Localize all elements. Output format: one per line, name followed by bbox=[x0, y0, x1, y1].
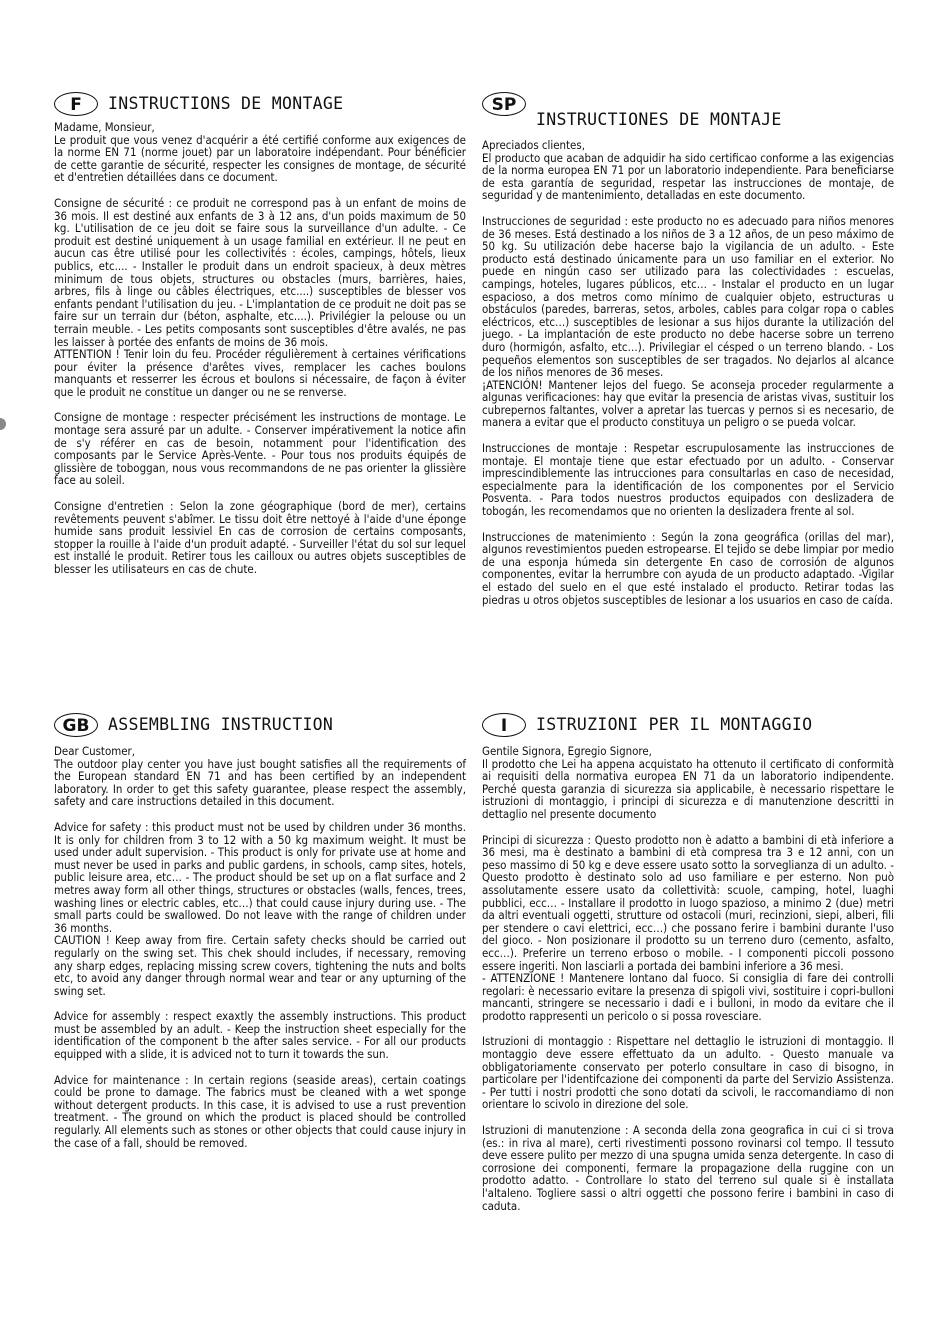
section-title-sp: INSTRUCTIONES DE MONTAJE bbox=[536, 110, 782, 129]
section-header bbox=[54, 713, 466, 753]
section-title-gb: ASSEMBLING INSTRUCTION bbox=[108, 715, 334, 734]
page-edge-mark bbox=[0, 418, 6, 430]
section-title-i: ISTRUZIONI PER IL MONTAGGIO bbox=[536, 715, 813, 734]
section-english bbox=[54, 713, 466, 1162]
intro-paragraph: Gentile Signora, Egregio Signore, Il prodotto che Lei ha appena acquistato ha ottenuto il certificato di conformità ai requisiti della normativa europea EN 71 da un laboratorio indipendente. Perché questa garanzia di sicurezza sia applicabile, è necessario rispettare le istruzioni di montaggio, i principi di sicurezza e di manutenzione descritti in dettaglio nel presente documento bbox=[482, 744, 894, 821]
safety-paragraph: Advice for safety : this product must not be used by children under 36 months. It is only for children from 3 to 12 with a 50 kg maximum weight. It must be used under adult supervision. - This product is only for private use at home and must never be used in parks and public gardens, in schools, camp sites, hotels, public leisure area, etc… - The product should be set up on a flat surface and 2 metres away form all other things, structures or obstacles (walls, fences, trees, washing lines or electric cables, etc…) that could cause injury during use. - The small parts could be swallowed. Do not leave with the range of children under 36 months. CAUTION ! Keep away from fire. Certain safety checks should be carried out regularly on the swing set. This chek should includes, if necessary, removing any sharp edges, replacing missing screw covers, tightening the nuts and bolts etc, to avoid any danger through normal wear and tear or any upturning of the swing set. bbox=[54, 819, 466, 998]
intro-paragraph: Madame, Monsieur, Le produit que vous venez d'acquérir a été certifié conforme aux exigences de la norme EN 71 (norme jouet) par un laboratoire indépendant. Pour bénéficier de cette garantie de sécurité, respecter les consignes de montage, de sécurité et d'entretien détaillées dans ce document. bbox=[54, 120, 466, 185]
language-badge-gb: GB bbox=[54, 713, 98, 737]
section-italian bbox=[482, 713, 894, 1225]
section-title-f: INSTRUCTIONS DE MONTAGE bbox=[108, 94, 344, 113]
language-badge-f: F bbox=[54, 92, 98, 116]
assembly-paragraph: Advice for assembly : respect exaxtly the assembly instructions. This product must be assembled by an adult. - Keep the instruction sheet especially for the identification of the component b the after sales service. - For all our products equipped with a slide, it is adviced not to turn it towards the sun. bbox=[54, 1009, 466, 1062]
maintenance-paragraph: Instrucciones de matenimiento : Según la zona geográfica (orillas del mar), algunos revestimientos pueden estropearse. El tejido se debe limpiar por medio de una esponja húmeda sin detergente En caso de corrosión de algunos componentes, evitar la herrumbre con ayuda de un producto adaptado. -Vigilar el estado del suelo en el que esté instalado el producto. Retirar todas las piedras u otros objetos susceptibles de lesionar a los usuarios en caso de caída. bbox=[482, 529, 894, 607]
safety-paragraph: Consigne de sécurité : ce produit ne correspond pas à un enfant de moins de 36 mois. Il est destiné aux enfants de 3 à 12 ans, d'un poids maximum de 50 kg. L'utilisation de ce jeu doit se faire sous la surveillance d'un adulte. - Ce produit est destiné uniquement à un usage familial en extérieur. Il ne peut en aucun cas être utilisé pour les collectivités : écoles, campings, hôtels, lieux publics, etc.... - Installer le produit dans un endroit spacieux, à deux mètres minimum de tous objets, structures ou obstacles (murs, barrières, haies, arbres, fils à linge ou câbles électriques, etc....) susceptibles de blesser vos enfants pendant l'utilisation du jeu. - L'implantation de ce produit ne doit pas se faire sur un terrain dur (béton, asphalte, etc....). Privilégier la pelouse ou un terrain meuble. - Les petits composants sont susceptibles d'être avalés, ne pas les laisser à portée des enfants de moins de 36 mois. ATTENTION ! Tenir loin du feu. Procéder régulièrement à certaines vérifications pour éviter la présence d'arêtes vives, remplacer les caches boulons manquants et resserrer les écrous et boulons si nécessaire, de façon à éviter que le produit ne constitue un danger ou ne se renverse. bbox=[54, 195, 466, 399]
section-spanish bbox=[482, 92, 894, 619]
assembly-paragraph: Instrucciones de montaje : Respetar escrupulosamente las instrucciones de montaje. El montaje tiene que estar efectuado por un adulto. - Conservar imprescindiblemente las intrucciones para consultarlas en caso de necesidad, especialmente para la identificación de los componentes por el Servicio Posventa. - Para todos nuestros productos equipados con deslizadera de tobogán, les recomendamos que no orienten la deslizadera frente al sol. bbox=[482, 441, 894, 519]
intro-paragraph: Apreciados clientes, El producto que acaban de adquidir ha sido certificao conforme a las exigencias de la norma europea EN 71 por un laboratorio independiente. Para beneficiarse de esta garantía de seguridad, respetar las instrucciones de montaje, de seguridad y de mantenimiento, detalladas en este documento. bbox=[482, 138, 894, 203]
section-header bbox=[482, 713, 894, 753]
section-body-f bbox=[54, 121, 466, 576]
assembly-paragraph: Consigne de montage : respecter précisément les instructions de montage. Le montage sera assuré par un adulte. - Conserver impérativement la notice afin de s'y référer en cas de besoin, notamment pour l'identification des composants par le Service Après-Vente. - Pour tous nos produits équipés de glissière de toboggan, nous vous recommandons de ne pas orienter la glissière face au soleil. bbox=[54, 410, 466, 488]
maintenance-paragraph: Consigne d'entretien : Selon la zone géographique (bord de mer), certains revêtements peuvent s'abîmer. Le tissu doit être nettoyé à l'aide d'une éponge humide sans produit lessiviel En cas de corrosion de certains composants, stopper la rouille à l'aide d'un produit adapté. - Surveiller l'état du sol sur lequel est installé le produit. Retirer tous les cailloux ou autres objets susceptibles de blesser les utilisateurs en cas de chute. bbox=[54, 499, 466, 576]
maintenance-paragraph: Istruzioni di manutenzione : A seconda della zona geografica in cui ci si trova (es.: in riva al mare), certi rivestimenti possono rovinarsi col tempo. Il tessuto deve essere pulito per mezzo di una spugna umida senza detergente. In caso di corrosione dei componenti, fermare la propagazione della ruggine con un prodotto adatto. - Controllare lo stato del terreno sul quale si è installata l'altaleno. Togliere sassi o altri oggetti che possono ferire i bambini in caso di caduta. bbox=[482, 1123, 894, 1213]
language-badge-i: I bbox=[482, 713, 526, 737]
safety-paragraph: Instrucciones de seguridad : este producto no es adecuado para niños menores de 36 meses. Está destinado a los niños de 3 a 12 años, de un peso máximo de 50 kg. Su utilización debe hacerse bajo la vigilancia de un adulto. - Este producto está destinado únicamente para un uso familiar en el exterior. No puede en ningún caso ser utilizado para las colectividades : escuelas, campings, hoteles, lugares públicos, etc… - Instalar el producto en un lugar espacioso, a dos metros como mínimo de cualquier objeto, estructuras u obstáculos (paredes, barreras, setos, arboles, cables para colgar ropa o cables eléctricos, etc…) susceptibles de lesionar a sus hijos durante la utilización del juego. - La implantación de este producto no debe hacerse sobre un terreno duro (hormigón, asfalto, etc…). Privilegiar el césped o un terreno blando. - Los pequeños elementos son susceptibles de ser tragados. No dejarlos al alcance de los niños menores de 36 meses. ¡ATENCIÓN! Mantener lejos del fuego. Se aconseja proceder regularmente a algunas verificaciones: hay que evitar la presencia de aristas vivas, sustituir los cubrepernos faltantes, volver a apretar las tuercas y pernos si es necesario, de manera a evitar que el producto constituya un peligro o se pueda volcar. bbox=[482, 213, 894, 430]
section-body-gb bbox=[54, 745, 466, 1149]
assembly-paragraph: Istruzioni di montaggio : Rispettare nel dettaglio le istruzioni di montaggio. Il montaggio deve essere effettuato da un adulto. - Questo manuale va obbligatoriamente conservato per poterlo consultare in caso di bisogno, in particolare per l'identifcazione dei componenti da parte del Servizio Assistenza. - Per tutti i nostri prodotti che sono dotati da scivoli, le raccomandiamo di non orientare lo scivolo in direzione del sole. bbox=[482, 1034, 894, 1112]
section-header bbox=[54, 92, 466, 132]
intro-paragraph: Dear Customer, The outdoor play center you have just bought satisfies all the requirements of the European standard EN 71 and has been certified by an independent laboratory. In order to get this safety guarantee, please respect the assembly, safety and care instructions detailed in this document. bbox=[54, 744, 466, 809]
safety-paragraph: Principi di sicurezza : Questo prodotto non è adatto a bambini di età inferiore a 36 mesi, ma è destinato a bambini di età compresa tra 3 e 12 anni, con un peso massimo di 50 kg e deve essere usato sotto la sorveglianza di un adulto. - Questo prodotto è destinato solo ad uso familiare e per esterno. Non può assolutamente essere usato da collettività: scuole, camping, hotel, luaghi pubblici, ecc… - Installare il prodotto in luogo spazioso, a minimo 2 (due) metri da altri eventuali oggetti, strutture od ostacoli (muri, recinzioni, siepi, alberi, fili per stendere o cavi elettrici, ecc…) che possano ferire i bambini durante l'uso del gioco. - Non posizionare il prodotto su un terreno duro (cemento, asfalto, ecc…). Preferire un terreno erboso o mobile. - I componenti piccoli possono essere ingeriti. Non lasciarli a portada dei bambini inferiore a 36 mesi. - ATTENZIONE ! Mantenere lontano dal fuoco. Si consiglia di fare dei controlli regolari: è necessario evitare la presenza di spigoli vivi, sostituire i copri-bulloni mancanti, stringere se necessario i dadi e i bulloni, in modo da evitare che il prodotto rappresenti un pericolo o si possa rovesciare. bbox=[482, 832, 894, 1023]
language-badge-sp: SP bbox=[482, 92, 526, 116]
section-french bbox=[54, 92, 466, 589]
section-header bbox=[482, 92, 894, 140]
section-body-sp bbox=[482, 139, 894, 606]
maintenance-paragraph: Advice for maintenance : In certain regions (seaside areas), certain coatings could be prone to damage. The fabrics must be cleaned with a wet sponge without detergent products. In this case, it is advised to use a rust prevention treatment. - The ground on which the product is placed should be controlled regularly. All elements such as stones or other objects that could cause injury in the case of a fall, should be removed. bbox=[54, 1072, 466, 1150]
section-body-i bbox=[482, 745, 894, 1212]
